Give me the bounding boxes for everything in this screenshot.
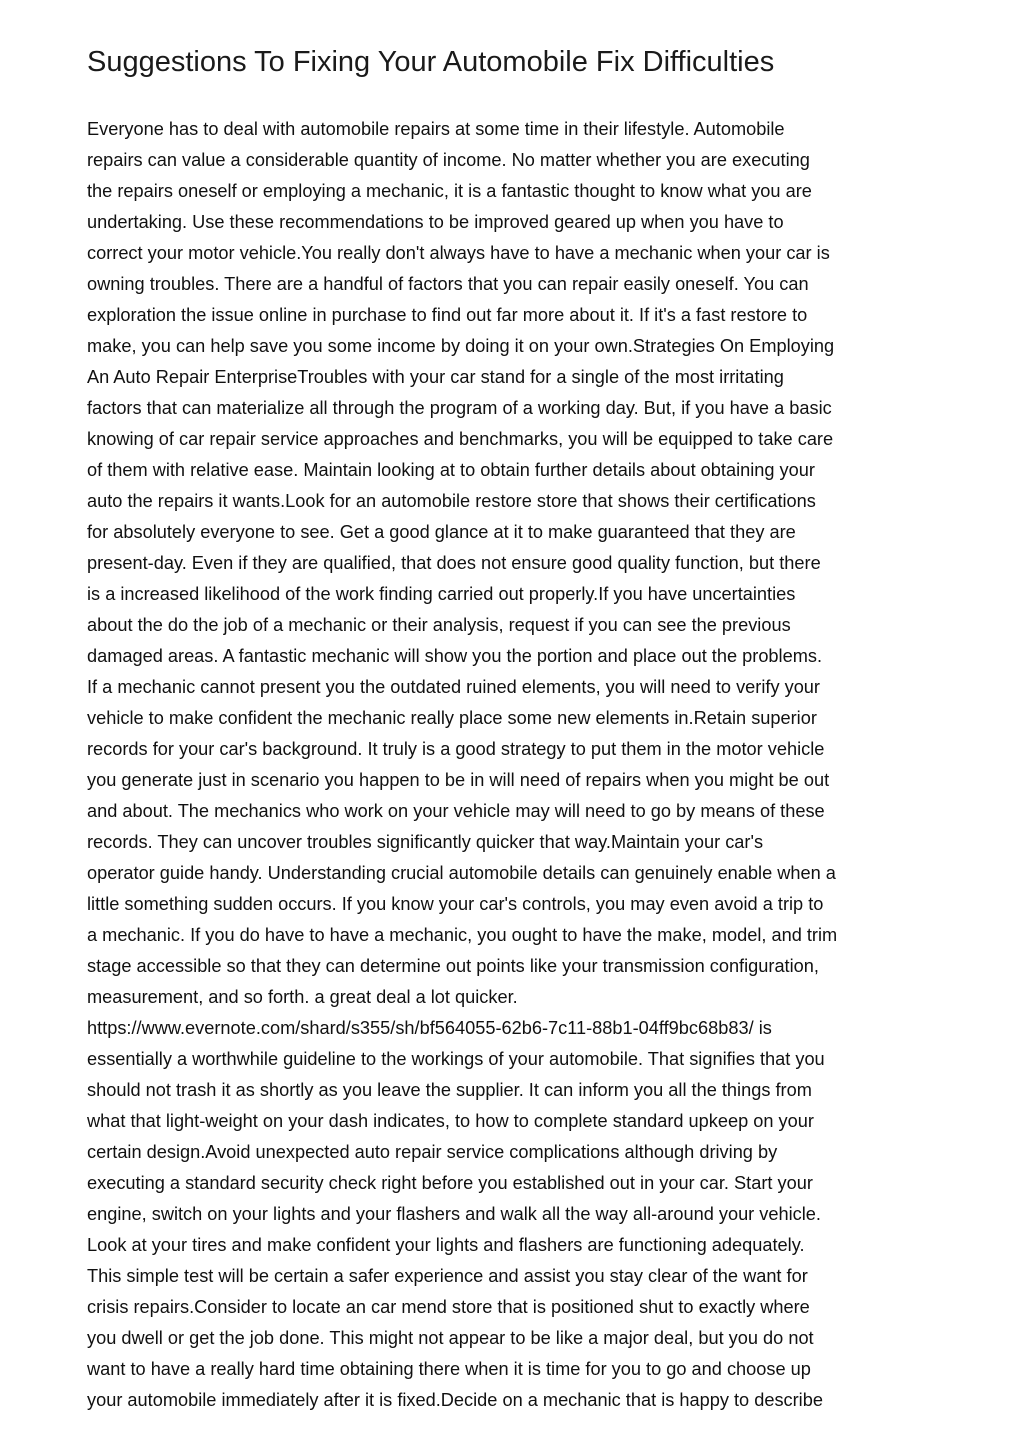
body-line: crisis repairs.Consider to locate an car mend store that is positioned shut to exactly where xyxy=(87,1297,810,1317)
body-line: you dwell or get the job done. This might not appear to be like a major deal, but you do not xyxy=(87,1328,814,1348)
body-line: the repairs oneself or employing a mechanic, it is a fantastic thought to know what you are xyxy=(87,181,812,201)
body-line: stage accessible so that they can determine out points like your transmission configuration, xyxy=(87,956,819,976)
body-line: for absolutely everyone to see. Get a good glance at it to make guaranteed that they are xyxy=(87,522,796,542)
body-line: about the do the job of a mechanic or their analysis, request if you can see the previous xyxy=(87,615,791,635)
body-line: damaged areas. A fantastic mechanic will show you the portion and place out the problems. xyxy=(87,646,823,666)
body-line: and about. The mechanics who work on your vehicle may will need to go by means of these xyxy=(87,801,825,821)
body-line: vehicle to make confident the mechanic really place some new elements in.Retain superior xyxy=(87,708,817,728)
body-line: Look at your tires and make confident your lights and flashers are functioning adequately. xyxy=(87,1235,805,1255)
body-line: records for your car's background. It truly is a good strategy to put them in the motor vehicle xyxy=(87,739,825,759)
body-line: essentially a worthwhile guideline to the workings of your automobile. That signifies that you xyxy=(87,1049,825,1069)
body-line: make, you can help save you some income by doing it on your own.Strategies On Employing xyxy=(87,336,835,356)
body-line: owning troubles. There are a handful of factors that you can repair easily oneself. You can xyxy=(87,274,809,294)
body-line: correct your motor vehicle.You really don't always have to have a mechanic when your car is xyxy=(87,243,830,263)
page-title: Suggestions To Fixing Your Automobile Fix Difficulties xyxy=(87,46,775,78)
body-line: executing a standard security check right before you established out in your car. Start your xyxy=(87,1173,813,1193)
body-line: little something sudden occurs. If you know your car's controls, you may even avoid a trip to xyxy=(87,894,824,914)
body-line: undertaking. Use these recommendations to be improved geared up when you have to xyxy=(87,212,784,232)
body-line: engine, switch on your lights and your flashers and walk all the way all-around your vehicle. xyxy=(87,1204,821,1224)
body-line: records. They can uncover troubles significantly quicker that way.Maintain your car's xyxy=(87,832,764,852)
body-line: of them with relative ease. Maintain looking at to obtain further details about obtaining your xyxy=(87,460,815,480)
body-line: This simple test will be certain a safer experience and assist you stay clear of the want for xyxy=(87,1266,808,1286)
body-line: exploration the issue online in purchase to find out far more about it. If it's a fast restore to xyxy=(87,305,808,325)
body-line: present-day. Even if they are qualified, that does not ensure good quality function, but there xyxy=(87,553,821,573)
body-line: you generate just in scenario you happen to be in will need of repairs when you might be out xyxy=(87,770,830,790)
body-line: is a increased likelihood of the work finding carried out properly.If you have uncertainties xyxy=(87,584,796,604)
body-line: certain design.Avoid unexpected auto repair service complications although driving by xyxy=(87,1142,778,1162)
body-line: operator guide handy. Understanding crucial automobile details can genuinely enable when a xyxy=(87,863,836,883)
body-line: a mechanic. If you do have to have a mechanic, you ought to have the make, model, and trim xyxy=(87,925,838,945)
body-line: knowing of car repair service approaches and benchmarks, you will be equipped to take care xyxy=(87,429,834,449)
body-line: If a mechanic cannot present you the outdated ruined elements, you will need to verify your xyxy=(87,677,820,697)
body-line: measurement, and so forth. a great deal a lot quicker. xyxy=(87,987,518,1007)
body-line: want to have a really hard time obtaining there when it is time for you to go and choose up xyxy=(87,1359,811,1379)
body-line: Everyone has to deal with automobile repairs at some time in their lifestyle. Automobile xyxy=(87,119,785,139)
body-line: https://www.evernote.com/shard/s355/sh/bf564055-62b6-7c11-88b1-04ff9bc68b83/ is xyxy=(87,1018,772,1038)
body-line: repairs can value a considerable quantity of income. No matter whether you are executing xyxy=(87,150,810,170)
body-line: what that light-weight on your dash indicates, to how to complete standard upkeep on your xyxy=(87,1111,814,1131)
body-line: An Auto Repair EnterpriseTroubles with your car stand for a single of the most irritating xyxy=(87,367,784,387)
body-line: auto the repairs it wants.Look for an automobile restore store that shows their certifications xyxy=(87,491,816,511)
body-line: should not trash it as shortly as you leave the supplier. It can inform you all the things from xyxy=(87,1080,812,1100)
body-line: your automobile immediately after it is fixed.Decide on a mechanic that is happy to describe xyxy=(87,1390,823,1410)
article-body xyxy=(87,114,947,1416)
body-line: factors that can materialize all through the program of a working day. But, if you have a basic xyxy=(87,398,832,418)
